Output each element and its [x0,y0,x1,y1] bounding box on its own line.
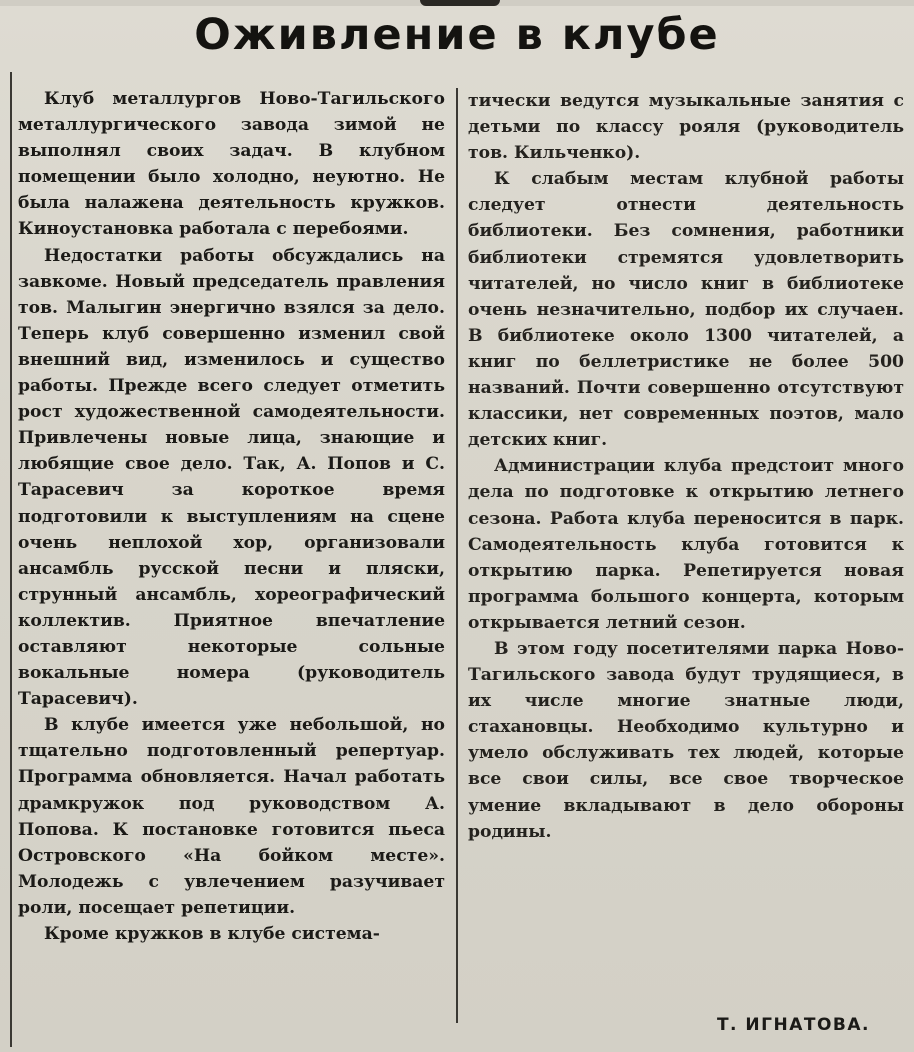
paragraph: Недостатки работы обсуждались на завкоме. Новый председатель правления тов. Малыгин энергично взялся за дело. Теперь клуб совершенно изменил свой внешний вид, изменилось и существо работы. Прежде всего следует отметить рост художественной самодеятельности. Привлечены новые лица, знающие и любящие свое дело. Так, А. Попов и С. Тарасевич за короткое время подготовили к выступлениям на сцене очень неплохой хор, организовали ансамбль русской песни и пляски, струнный ансамбль, хореографический коллектив. Приятное впечатление оставляют некоторые сольные вокальные номера (руководитель Тарасевич). [18,245,445,710]
article-title: Оживление в клубе [194,10,720,60]
paragraph: К слабым местам клубной работы следует отнести деятельность библиотеки. Без сомнения, работники библиотеки стремятся удовлетворить читателей, но число книг в библиотеке очень незначительно, подбор их случаен. В библиотеке около 1300 читателей, а книг по беллетристике не более 500 названий. Почти совершенно отсутствуют классики, нет современных поэтов, мало детских книг. [468,169,904,451]
paragraph: В клубе имеется уже небольшой, но тщательно подготовленный репертуар. Программа обновляется. Начал работать драмкружок под руководством А. Попова. К постановке готовится пьеса Островского «На бойком месте». Молодежь с увлечением разучивает роли, посещает репетиции. [18,715,445,918]
left-border-rule [10,72,12,1047]
paragraph: Администрации клуба предстоит много дела по подготовке к открытию летнего сезона. Работа клуба переносится в парк. Самодеятельность клуба готовится к открытию парка. Репетируется новая программа большого концерта, которым открывается летний сезон. [468,456,904,633]
left-column [18,86,445,947]
author-signature: Т. ИГНАТОВА. [716,1015,870,1035]
right-column [468,88,904,845]
paragraph: Кроме кружков в клубе система- [44,924,380,944]
paragraph: В этом году посетителями парка Ново-Тагильского завода будут трудящиеся, в их числе многие знатные люди, стахановцы. Необходимо культурно и умело обслуживать тех людей, которые все свои силы, все свое творческое умение вкладывают в дело обороны родины. [468,638,904,842]
top-ornament [420,0,500,6]
column-divider-rule [456,88,458,1023]
paragraph: Клуб металлургов Ново-Тагильского металлургического завода зимой не выполнял своих задач. В клубном помещении было холодно, неуютно. Не была налажена деятельность кружков. Киноустановка работала с перебоями. [18,89,445,240]
paragraph-continuation: тически ведутся музыкальные занятия с детьми по классу рояля (руководитель тов. Кильченко). [468,91,904,164]
